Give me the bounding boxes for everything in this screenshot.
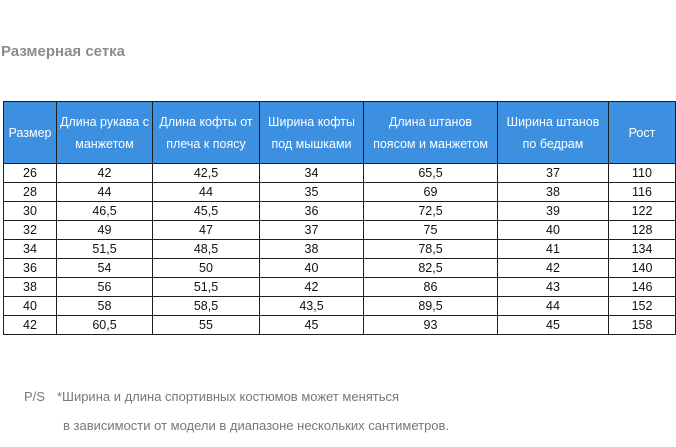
cell-jacket-length: 42,5 [153, 164, 260, 183]
cell-size: 36 [4, 259, 57, 278]
header-jacket-width: Ширина кофты под мышками [260, 102, 364, 164]
table-row [4, 240, 676, 259]
cell-pants-length: 86 [364, 278, 498, 297]
cell-pants-length: 82,5 [364, 259, 498, 278]
cell-pants-width: 37 [498, 164, 609, 183]
cell-sleeve-length: 54 [57, 259, 153, 278]
table-header-row [4, 102, 676, 164]
note-line-1 [24, 389, 399, 404]
cell-jacket-width: 43,5 [260, 297, 364, 316]
cell-jacket-length: 47 [153, 221, 260, 240]
cell-jacket-length: 50 [153, 259, 260, 278]
cell-size: 40 [4, 297, 57, 316]
cell-sleeve-length: 46,5 [57, 202, 153, 221]
header-height: Рост [609, 102, 676, 164]
cell-pants-width: 41 [498, 240, 609, 259]
cell-jacket-length: 44 [153, 183, 260, 202]
table-row [4, 202, 676, 221]
cell-jacket-length: 55 [153, 316, 260, 335]
cell-height: 152 [609, 297, 676, 316]
cell-pants-width: 43 [498, 278, 609, 297]
cell-sleeve-length: 49 [57, 221, 153, 240]
cell-size: 26 [4, 164, 57, 183]
cell-sleeve-length: 51,5 [57, 240, 153, 259]
header-jacket-length: Длина кофты от плеча к поясу [153, 102, 260, 164]
table-row [4, 316, 676, 335]
cell-height: 116 [609, 183, 676, 202]
cell-jacket-width: 45 [260, 316, 364, 335]
note-text-1: *Ширина и длина спортивных костюмов может меняться [56, 389, 400, 404]
cell-pants-length: 78,5 [364, 240, 498, 259]
table-row [4, 259, 676, 278]
cell-jacket-width: 38 [260, 240, 364, 259]
cell-pants-width: 42 [498, 259, 609, 278]
cell-height: 140 [609, 259, 676, 278]
note-line-2: в зависимости от модели в диапазоне нескольких сантиметров. [63, 418, 450, 433]
cell-jacket-width: 36 [260, 202, 364, 221]
table-body [4, 164, 676, 335]
page-title: Размерная сетка [1, 43, 126, 60]
cell-pants-length: 69 [364, 183, 498, 202]
cell-size: 30 [4, 202, 57, 221]
cell-jacket-width: 40 [260, 259, 364, 278]
cell-height: 128 [609, 221, 676, 240]
cell-size: 42 [4, 316, 57, 335]
cell-size: 34 [4, 240, 57, 259]
cell-jacket-length: 51,5 [153, 278, 260, 297]
cell-height: 146 [609, 278, 676, 297]
cell-sleeve-length: 60,5 [57, 316, 153, 335]
cell-pants-length: 89,5 [364, 297, 498, 316]
cell-sleeve-length: 44 [57, 183, 153, 202]
cell-pants-length: 93 [364, 316, 498, 335]
cell-sleeve-length: 42 [57, 164, 153, 183]
cell-jacket-width: 42 [260, 278, 364, 297]
cell-jacket-width: 35 [260, 183, 364, 202]
table-row [4, 221, 676, 240]
cell-sleeve-length: 58 [57, 297, 153, 316]
cell-sleeve-length: 56 [57, 278, 153, 297]
cell-pants-width: 45 [498, 316, 609, 335]
cell-pants-width: 39 [498, 202, 609, 221]
cell-height: 158 [609, 316, 676, 335]
cell-jacket-width: 37 [260, 221, 364, 240]
cell-height: 110 [609, 164, 676, 183]
cell-pants-length: 72,5 [364, 202, 498, 221]
note-prefix: P/S [24, 389, 45, 404]
cell-pants-width: 40 [498, 221, 609, 240]
header-size: Размер [4, 102, 57, 164]
cell-jacket-width: 34 [260, 164, 364, 183]
cell-height: 122 [609, 202, 676, 221]
cell-size: 38 [4, 278, 57, 297]
cell-size: 32 [4, 221, 57, 240]
cell-jacket-length: 45,5 [153, 202, 260, 221]
size-chart-table [3, 101, 676, 335]
cell-pants-length: 65,5 [364, 164, 498, 183]
header-pants-length: Длина штанов поясом и манжетом [364, 102, 498, 164]
cell-pants-length: 75 [364, 221, 498, 240]
table-row [4, 164, 676, 183]
cell-pants-width: 38 [498, 183, 609, 202]
header-sleeve-length: Длина рукава с манжетом [57, 102, 153, 164]
header-pants-width: Ширина штанов по бедрам [498, 102, 609, 164]
table-row [4, 297, 676, 316]
cell-size: 28 [4, 183, 57, 202]
cell-pants-width: 44 [498, 297, 609, 316]
cell-jacket-length: 48,5 [153, 240, 260, 259]
table-row [4, 278, 676, 297]
cell-jacket-length: 58,5 [153, 297, 260, 316]
cell-height: 134 [609, 240, 676, 259]
table-row [4, 183, 676, 202]
